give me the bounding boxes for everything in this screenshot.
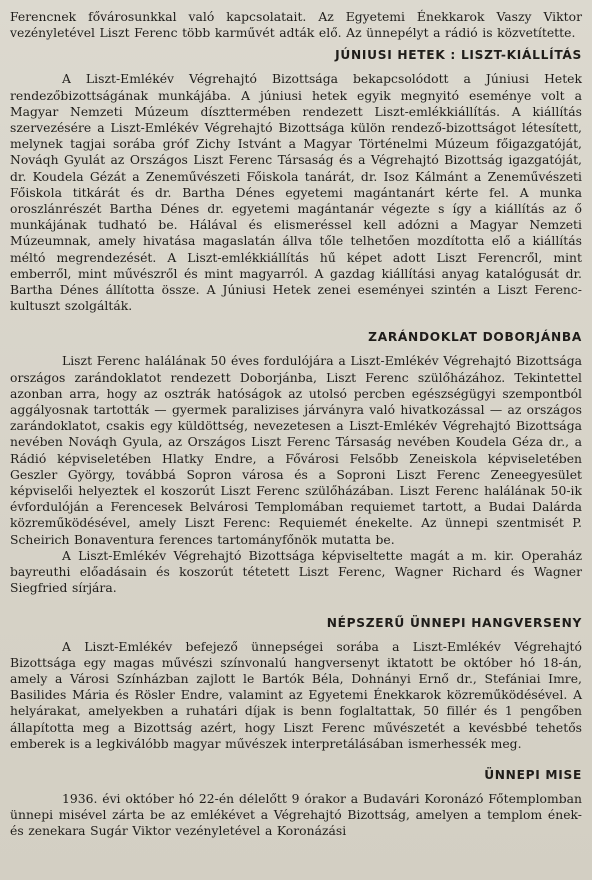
nepszeru-paragraph: A Liszt-Emlékév befejező ünnepségei sorába a Liszt-Emlékév Végrehajtó Bizottsága egy magas művészi színvonalú hangversenyt iktatott be október hó 18-án, amely a Városi Színházban zajlott le Bartók Béla, Dohnányi Ernő dr., Stefániai Imre, Basilides Mária és Rösler Endre, valamint az Egyetemi Énekkarok közreműködésével. A helyárakat, amelyekben a ruhatári díjak is benn foglaltattak, 50 fillér és 1 pengőben állapította meg a Bizottság azért, hogy Liszt Ferenc művészetét a kevésbbé tehetős emberek is a legkiválóbb magyar művészek interpretálásában ismerhessék meg.: [10, 639, 582, 751]
section-heading-juniusi-hetek: JÚNIUSI HETEK : LISZT-KIÁLLÍTÁS: [335, 48, 582, 63]
section-heading-unnepi-mise: ÜNNEPI MISE: [484, 767, 582, 782]
juniusi-paragraph: A Liszt-Emlékév Végrehajtó Bizottsága bekapcsolódott a Júniusi Hetek rendezőbizottságának munkájába. A júniusi hetek egyik megnyitó eseménye volt a Magyar Nemzeti Múzeum díszttermében rendezett Liszt-emlékkiállítás. A kiállítás szervezésére a Liszt-Emlékév Végrehajtó Bizottsága külön rendező-bizottságot létesített, melynek tagjai sorába gróf Zichy Istvánt a Magyar Történelmi Múzeum főigazgatóját, Nováqh Gyulát az Országos Liszt Ferenc Társaság és a Végrehajtó Bizottság igazgatóját, dr. Koudela Gézát a Zeneművészeti Főiskola tanárát, dr. Isoz Kálmánt a Zeneművészeti Főiskola titkárát és dr. Bartha Dénes egyetemi magántanárt kérte fel. A munka oroszlánrészét Bartha Dénes dr. egyetemi magántanár végezte s így a kiállítás az ő munkájának tudható be. Hálával és elismeréssel kell adózni a Magyar Nemzeti Múzeumnak, amely hivatása magaslatán állva tőle telhetően mozdította elő a kiállítás méltó megrendezését. A Liszt-emlékkiállítás hű képet adott Liszt Ferencről, mint emberről, mint művészről és mint magyarról. A gazdag kiállítási anyag katalógusát dr. Bartha Dénes állította össze. A Júniusi Hetek zenei eseményei szintén a Liszt Ferenc-kultuszt szolgálták.: [10, 72, 582, 314]
section-heading-nepszeru-hangverseny: NÉPSZERŰ ÜNNEPI HANGVERSENY: [326, 615, 582, 630]
intro-paragraph: Ferencnek fővárosunkkal való kapcsolatait. Az Egyetemi Énekkarok Vaszy Viktor vezényletével Liszt Ferenc több karművét adták elő. Az ünnepélyt a rádió is közvetítette.: [10, 10, 582, 41]
zarandoklat-paragraph-2: A Liszt-Emlékév Végrehajtó Bizottsága képviseltette magát a m. kir. Operaház bayreuthi előadásain és koszorút tétetett Liszt Ferenc, Wagner Richard és Wagner Siegfried sírjára.: [10, 548, 582, 596]
zarandoklat-paragraph-1: Liszt Ferenc halálának 50 éves fordulójára a Liszt-Emlékév Végrehajtó Bizottsága országos zarándoklatot rendezett Doborjánba, Liszt Ferenc szülőházához. Tekintettel azonban arra, hogy az osztrák hatóságok az utolsó percben egészségügyi szempontból aggályosnak tartották — gyermek paralizises járványra való hivatkozással — az országos zarándoklatot, csakis egy küldöttség, nevezetesen a Liszt-Emlékév Végrehajtó Bizottsága nevében Nováqh Gyula, az Országos Liszt Ferenc Társaság nevében Koudela Géza dr., a Rádió képviseletében Hlatky Endre, a Fővárosi Felsőbb Zeneiskola képviseletében Geszler György, továbbá Sopron városa és a Soproni Liszt Ferenc Zeneegyesület képviselői helyeztek el koszorút Liszt Ferenc szülőházában. Liszt Ferenc halálának 50-ik évfordulóján a Ferencesek Belvárosi Templomában requiemet tartott, a Budai Dalárda közreműködésével, amely Liszt Ferenc: Requiemét énekelte. Az ünnepi szentmisét P. Scheirich Bonaventura ferences tartományfőnök mutatta be.: [10, 354, 582, 547]
section-heading-zarandoklat: ZARÁNDOKLAT DOBORJÁNBA: [368, 330, 582, 345]
mise-paragraph: 1936. évi október hó 22-én délelőtt 9 órakor a Budavári Koronázó Főtemplomban ünnepi misével zárta be az emlékévet a Végrehajtó Bizottság, amelyen a templom ének- és zenekara Sugár Viktor vezényletével a Koronázási: [10, 791, 582, 839]
